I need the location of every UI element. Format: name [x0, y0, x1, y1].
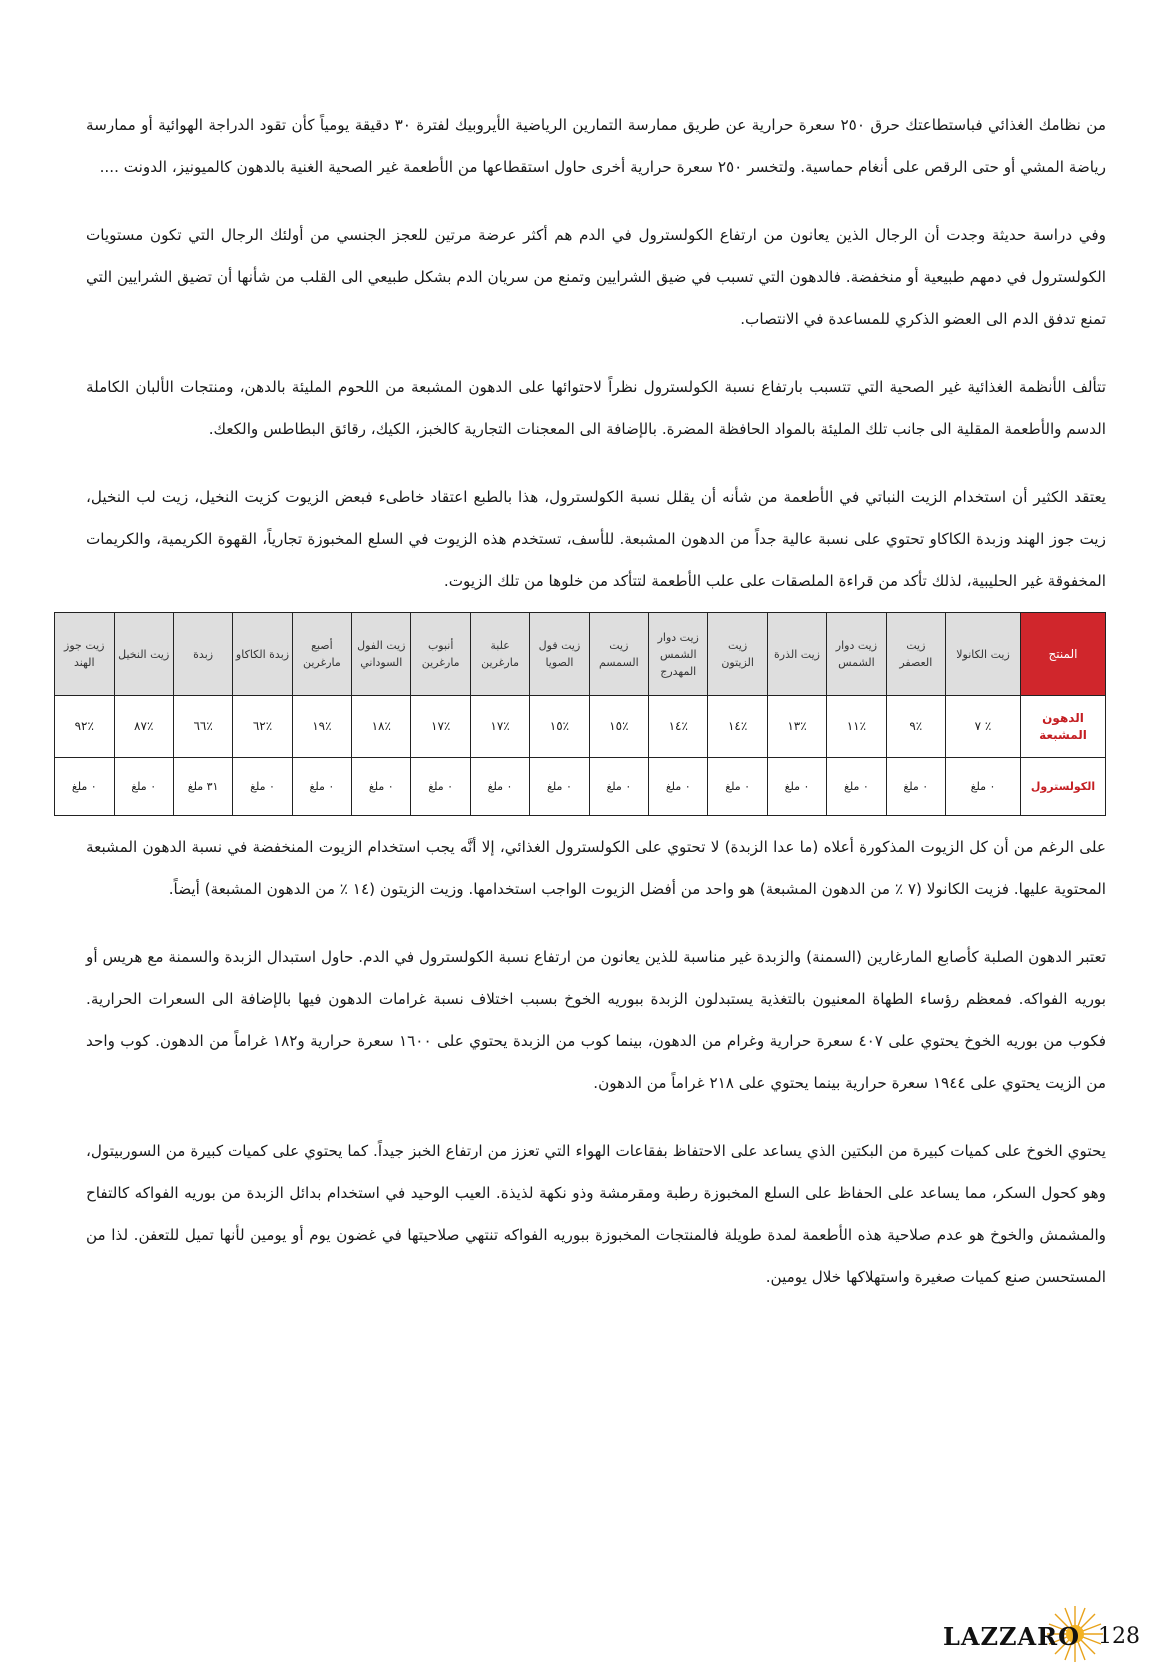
paragraph-2: وفي دراسة حديثة وجدت أن الرجال الذين يعانون من ارتفاع الكولسترول في الدم هم أكثر عرضة مرتين للعجز الجنسي من أولئك الرجال التي تكون مستويات الكولسترول في دمهم طبيعية أو منخفضة. فالدهون التي تسبب في ضيق الشرايين وتمنع من سريان الدم بشكل طبيعي الى القلب من شأنها أن تضيق الشرايين التي تمنع تدفق الدم الى العضو الذكري للمساعدة في الانتصاب.	[86, 226, 1106, 328]
product-cell: زبدة	[173, 613, 232, 696]
fat-cell: ٪١٣	[767, 696, 826, 758]
product-cell: زيت الفول السوداني	[352, 613, 411, 696]
product-cell: زيت الكانولا	[946, 613, 1021, 696]
product-cell: زيت دوار الشمس المهدرج	[649, 613, 708, 696]
cholesterol-cell: ٠ ملغ	[886, 758, 945, 816]
product-cell: زيت العصفر	[886, 613, 945, 696]
cholesterol-cell: ٠ ملغ	[708, 758, 767, 816]
fat-cell: ٪١٨	[352, 696, 411, 758]
cholesterol-cell: ٠ ملغ	[946, 758, 1021, 816]
table-header-row	[55, 613, 1106, 696]
fat-cell: ٪١٤	[649, 696, 708, 758]
saturated-fat-table	[54, 612, 1106, 816]
fat-cell: ٪١٩	[292, 696, 351, 758]
cholesterol-cell: ٠ ملغ	[292, 758, 351, 816]
fat-cell: ٪٩	[886, 696, 945, 758]
product-cell: زيت فول الصويا	[530, 613, 589, 696]
page-number: 128	[1098, 1624, 1140, 1649]
fat-cell: ٪١٤	[708, 696, 767, 758]
paragraph-1: من نظامك الغذائي فباستطاعتك حرق ٢٥٠ سعرة حرارية عن طريق ممارسة التمارين الرياضية الأيروبيك لفترة ٣٠ دقيقة يومياً كأن تقود الدراجة الهوائية أو ممارسة رياضة المشي أو حتى الرقص على أنغام حماسية. ولتخسر ٢٥٠ سعرة حرارية أخرى حاول استقطاعها من الأطعمة غير الصحية الغنية بالدهون كالميونيز، الدونت ....	[86, 116, 1106, 176]
product-cell: زيت الزيتون	[708, 613, 767, 696]
cholesterol-cell: ٠ ملغ	[827, 758, 886, 816]
page-footer	[943, 1622, 1140, 1651]
product-cell: زيت النخيل	[114, 613, 173, 696]
product-cell: علبة مارغرين	[470, 613, 529, 696]
fat-cell: ٪ ٧	[946, 696, 1021, 758]
cholesterol-cell: ٠ ملغ	[649, 758, 708, 816]
cholesterol-cell: ٠ ملغ	[411, 758, 470, 816]
fat-cell: ٪١٥	[530, 696, 589, 758]
product-cell: زيت السمسم	[589, 613, 648, 696]
fat-cell: ٪٦٦	[173, 696, 232, 758]
cholesterol-cell: ٠ ملغ	[352, 758, 411, 816]
paragraph-4: يعتقد الكثير أن استخدام الزيت النباتي في الأطعمة من شأنه أن يقلل نسبة الكولسترول، هذا بالطبع اعتقاد خاطىء فبعض الزيوت كزيت النخيل، زيت لب النخيل، زيت جوز الهند وزبدة الكاكاو تحتوي على نسبة عالية جداً من الدهون المشبعة. للأسف، تستخدم هذه الزيوت في السلع المخبوزة تجارياً، القهوة الكريمية، والكريمات المخفوقة غير الحليبية، لذلك تأكد من قراءة الملصقات على علب الأطعمة لتتأكد من خلوها من تلك الزيوت.	[86, 488, 1106, 590]
cholesterol-cell: ٠ ملغ	[55, 758, 115, 816]
saturated-fat-label: الدهون المشبعة	[1021, 696, 1106, 758]
fat-cell: ٪١٧	[470, 696, 529, 758]
paragraph-3: تتألف الأنظمة الغذائية غير الصحية التي تتسبب بارتفاع نسبة الكولسترول نظراً لاحتوائها على الدهون المشبعة من اللحوم المليئة بالدهن، ومنتجات الألبان الكاملة الدسم والأطعمة المقلية الى جانب تلك المليئة بالمواد الحافظة المضرة. بالإضافة الى المعجنات التجارية كالخبز، الكيك، رقائق البطاطس والكعك.	[86, 378, 1106, 438]
brand-name: LAZZARO	[942, 1622, 1080, 1651]
cholesterol-cell: ٠ ملغ	[589, 758, 648, 816]
product-cell: زبدة الكاكاو	[233, 613, 292, 696]
product-cell: زيت الذرة	[767, 613, 826, 696]
fat-cell: ٪٩٢	[55, 696, 115, 758]
cholesterol-label: الكولسترول	[1021, 758, 1106, 816]
fat-cell: ٪١٧	[411, 696, 470, 758]
fat-cell: ٪١٥	[589, 696, 648, 758]
brand-logo	[943, 1622, 1080, 1651]
article-body	[64, 104, 1106, 1324]
product-cell: زيت دوار الشمس	[827, 613, 886, 696]
fat-cell: ٪٨٧	[114, 696, 173, 758]
fat-cell: ٪٦٢	[233, 696, 292, 758]
product-cell: أصبع مارغرين	[292, 613, 351, 696]
cholesterol-cell: ٣١ ملغ	[173, 758, 232, 816]
cholesterol-cell: ٠ ملغ	[767, 758, 826, 816]
saturated-fat-row	[55, 696, 1106, 758]
product-cell: أنبوب مارغرين	[411, 613, 470, 696]
cholesterol-cell: ٠ ملغ	[233, 758, 292, 816]
cholesterol-cell: ٠ ملغ	[530, 758, 589, 816]
cholesterol-cell: ٠ ملغ	[470, 758, 529, 816]
cholesterol-row	[55, 758, 1106, 816]
product-header-cell: المنتج	[1021, 613, 1106, 696]
paragraph-5: على الرغم من أن كل الزيوت المذكورة أعلاه (ما عدا الزبدة) لا تحتوي على الكولسترول الغذائي، إلا أنَّه يجب استخدام الزيوت المنخفضة في نسبة الدهون المشبعة المحتوية عليها. فزيت الكانولا (٧ ٪ من الدهون المشبعة) هو واحد من أفضل الزيوت الواجب استخدامها. وزيت الزيتون (١٤ ٪ من الدهون المشبعة) أيضاً.	[86, 838, 1106, 898]
paragraph-6: تعتبر الدهون الصلبة كأصابع المارغارين (السمنة) والزبدة غير مناسبة للذين يعانون من ارتفاع نسبة الكولسترول في الدم. حاول استبدال الزبدة والسمنة مع هريس أو بوريه الفواكه. فمعظم رؤساء الطهاة المعنيون بالتغذية يستبدلون الزبدة ببوريه الخوخ بسبب اختلاف نسبة غرامات الدهون فيها بالإضافة الى السعرات الحرارية. فكوب من بوريه الخوخ يحتوي على ٤٠٧ سعرة حرارية وغرام من الدهون، بينما كوب من الزبدة يحتوي على ١٦٠٠ سعرة حرارية و١٨٢ غراماً من الدهون. كوب واحد من الزيت يحتوي على ١٩٤٤ سعرة حرارية بينما يحتوي على ٢١٨ غراماً من الدهون.	[86, 948, 1106, 1092]
product-cell: زيت جوز الهند	[55, 613, 115, 696]
cholesterol-cell: ٠ ملغ	[114, 758, 173, 816]
paragraph-7: يحتوي الخوخ على كميات كبيرة من البكتين الذي يساعد على الاحتفاظ بفقاعات الهواء التي تعزز من ارتفاع الخبز جيداً. كما يحتوي على كميات كبيرة من السوربيتول، وهو كحول السكر، مما يساعد على الحفاظ على السلع المخبوزة رطبة ومقرمشة وذو نكهة لذيذة. العيب الوحيد في استخدام بدائل الزبدة من بوريه الفواكه كالتفاح والمشمش والخوخ هو عدم صلاحية هذه الأطعمة لمدة طويلة فالمنتجات المخبوزة ببوريه الفواكه تنتهي صلاحيتها في غضون يوم أو يومين لأنها تميل للتعفن. لذا من المستحسن صنع كميات صغيرة واستهلاكها خلال يومين.	[86, 1142, 1106, 1286]
fat-cell: ٪١١	[827, 696, 886, 758]
